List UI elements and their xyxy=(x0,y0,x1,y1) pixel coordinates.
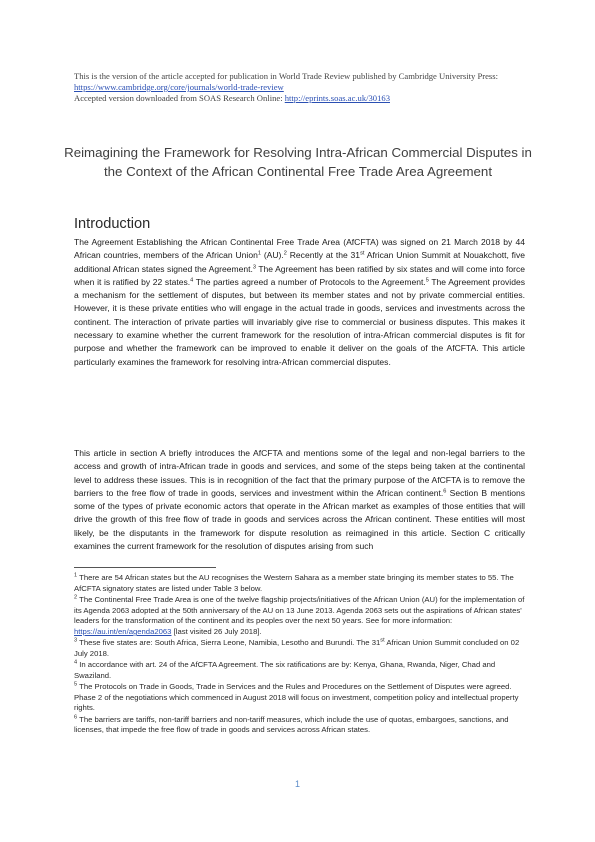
footnote-4: $^4$ In accordance with art. 24 of the AfCFTA Agreement. The six ratifications are by: Kenya, Ghana, Rwanda, Niger, Chad and Swaziland. xyxy=(74,659,496,680)
notice-line-journal: This is the version of the article accepted for publication in World Trade Review published by Cambridge University Press: https://www.cambridge.org/core/journals/world-trade-review xyxy=(74,71,498,92)
footnote-6: $^6$ The barriers are tariffs, non-tariff barriers and non-tariff measures, which include the use of quotas, embargoes, sanctions, and licenses, that impede the free flow of trade in goods and services across African states. xyxy=(74,714,509,735)
footnote-separator xyxy=(74,567,216,568)
notice-line-repository: Accepted version downloaded from SOAS Research Online: http://eprints.soas.ac.uk/30163 xyxy=(74,93,390,103)
footnote-ref-1[interactable]: 1 xyxy=(257,250,261,257)
ordinal-suffix: st xyxy=(360,250,365,257)
agenda2063-link[interactable]: https://au.int/en/agenda2063 xyxy=(74,627,172,637)
footnote-ref-6[interactable]: 6 xyxy=(443,488,447,495)
footnote-ref-4[interactable]: 4 xyxy=(190,277,194,284)
page-number: 1 xyxy=(294,779,300,789)
paragraph-intro-2: This article in section A briefly introduces the AfCFTA and mentions some of the legal and non-legal barriers to the access and growth of intra-African trade in goods and services, and some of the steps being taken at the continental level to address these issues. This is in recognition of the fact that the primary purpose of the AfCFTA is to remove the barriers to the free flow of trade in goods, services and investment within the African continent.$^6$ Section B mentions some of the types of private economic actors that operate in the African market as examples of those entities that will drive the growth of this free flow of trade in goods and services across the African continent. These entities will most likely, be the disputants in the framework for dispute resolution as reimagined in this article. Section C critically examines the current framework for the resolution of disputes arising from such xyxy=(74,448,525,552)
paragraph-intro-1: The Agreement Establishing the African Continental Free Trade Area (AfCFTA) was signed on 21 March 2018 by 44 African countries, members of the African Union$^1$ (AU).$^2$ Recently at the 31st African Union Summit at Nouakchott, five additional African states signed the Agreement.$^3$ The Agreement has been ratified by six states and will come into force when it is ratified by 22 states.$^4$ The parties agreed a number of Protocols to the Agreement.$^5$ The Agreement provides a mechanism for the settlement of disputes, but between its member states and not by private commercial entities. However, it is these private entities who will engage in the actual trade in goods, services and investments across the continent. The interaction of private parties will invariably give rise to commercial or business disputes. This makes it necessary to examine whether the current framework for the resolution of intra-African commercial disputes is fit for purpose and whether the framework can be improved to enable it deliver on the goals of the AfCFTA. This article particularly examines the framework for resolving intra-African commercial disputes. xyxy=(74,237,525,367)
footnote-ref-2[interactable]: 2 xyxy=(283,250,287,257)
footnote-3: $^3$ These five states are: South Africa, Sierra Leone, Namibia, Lesotho and Burundi. The 31st African Union Summit concluded on 02 July 2018. xyxy=(74,637,520,658)
footnote-5: $^5$ The Protocols on Trade in Goods, Trade in Services and the Rules and Procedures on the Settlement of Disputes were agreed. Phase 2 of the negotiations which commenced in August 2018 will focus on investment, competition policy and intellectual property rights. xyxy=(74,681,519,713)
footnote-ref-3[interactable]: 3 xyxy=(252,264,256,270)
footnote-1: $^1$ There are 54 African states but the AU recognises the Western Sahara as a member state bringing its member states to 55. The AfCFTA signatory states are listed under Table 3 below. xyxy=(74,572,514,593)
publication-notice xyxy=(74,71,534,104)
footnote-2: $^2$ The Continental Free Trade Area is one of the twelve flagship projects/initiatives of the African Union (AU) for the implementation of its Agenda 2063 adopted at the 50th anniversary of the AU on 13 June 2013. Agenda 2063 sets out the aspirations of African states' leaders for the transformation of the continent and its peoples over the next 50 years. See for more information: https://au.int/en/agenda2063 [last visited 26 July 2018]. xyxy=(74,594,525,637)
repository-link[interactable]: http://eprints.soas.ac.uk/30163 xyxy=(284,93,390,103)
journal-link[interactable]: https://www.cambridge.org/core/journals/world-trade-review xyxy=(74,82,284,92)
footnote-ref-5[interactable]: 5 xyxy=(425,277,429,284)
footnotes xyxy=(74,573,525,737)
article-title: Reimagining the Framework for Resolving Intra-African Commercial Disputes in the Context of the African Continental Free Trade Area Agreement xyxy=(64,145,532,179)
section-heading-introduction: Introduction xyxy=(74,216,151,232)
